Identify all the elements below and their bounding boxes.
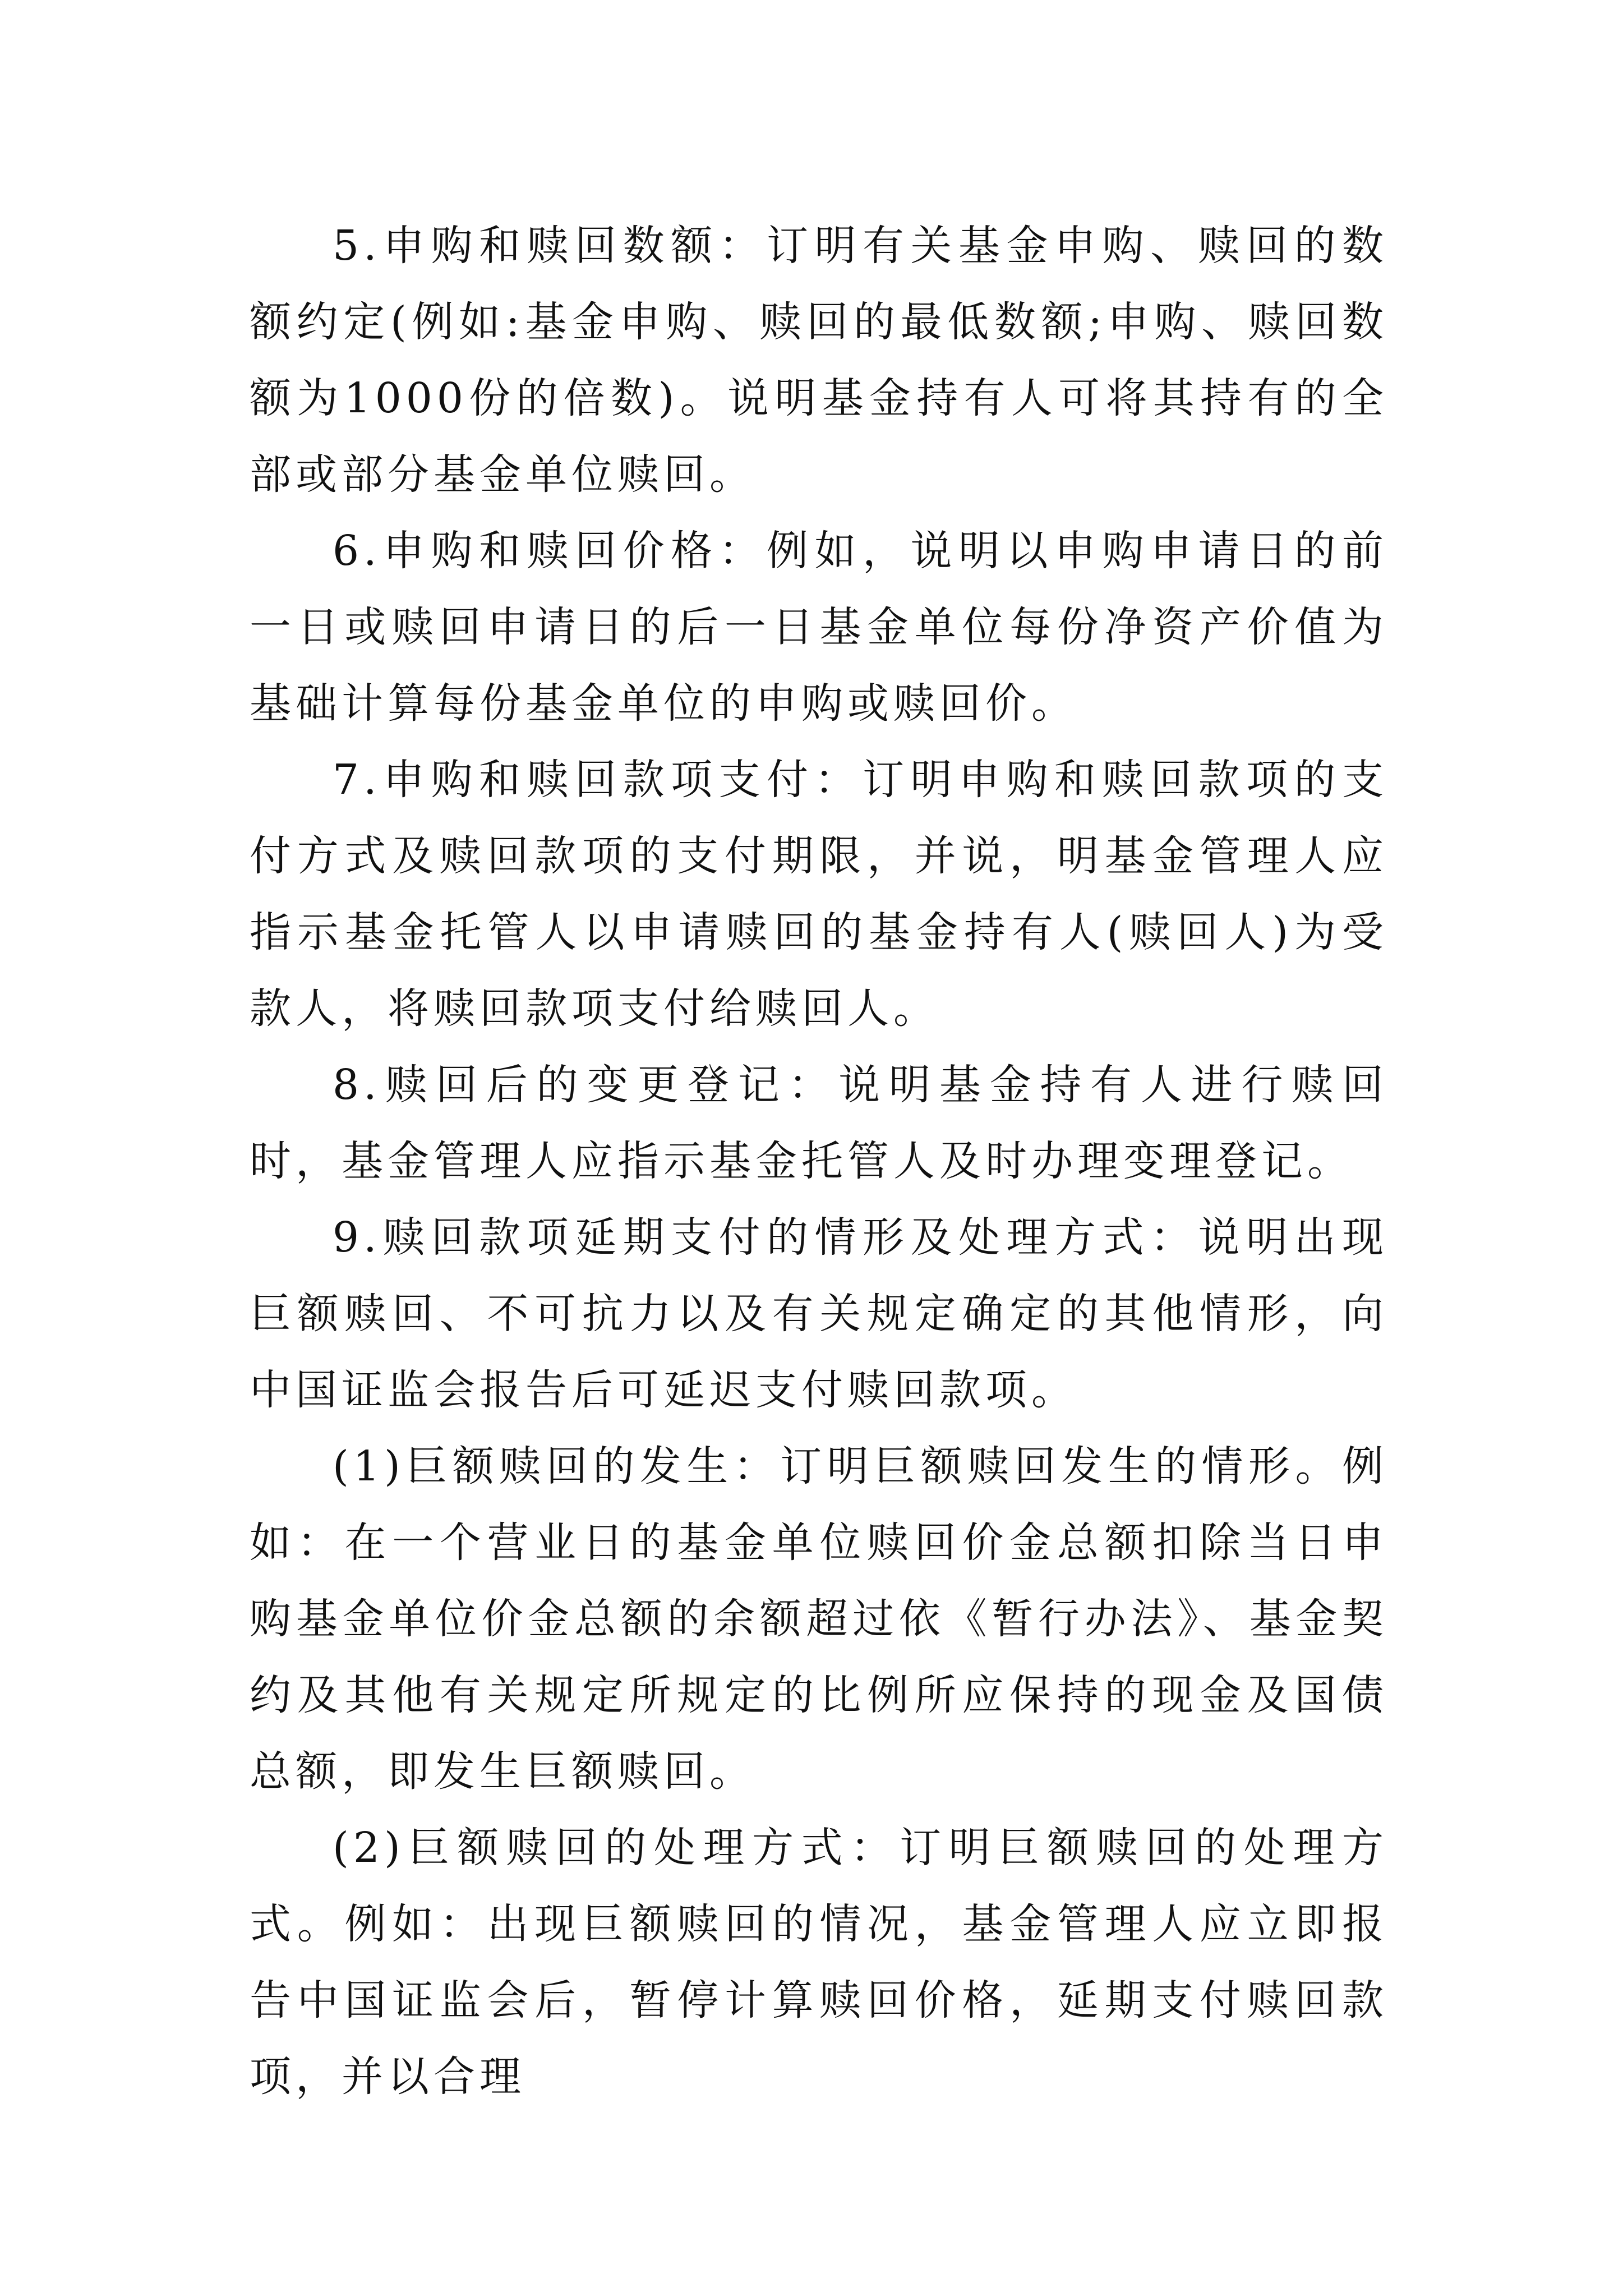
paragraph-7-payment: 7.申购和赎回款项支付：订明申购和赎回款项的支付方式及赎回款项的支付期限，并说，明基金管理人应指示基金托管人以申请赎回的基金持有人(赎回人)为受款人，将赎回款项支付给赎回人。 [250, 756, 1388, 1033]
paragraph-5-subscription-redemption-amount: 5.申购和赎回数额：订明有关基金申购、赎回的数额约定(例如:基金申购、赎回的最低数额;申购、赎回数额为1000份的倍数)。说明基金持有人可将其持有的全部或部分基金单位赎回。 [250, 222, 1388, 499]
paragraph-9-2-large-redemption-handling: (2)巨额赎回的处理方式：订明巨额赎回的处理方式。例如：出现巨额赎回的情况，基金管理人应立即报告中国证监会后，暂停计算赎回价格，延期支付赎回款项，并以合理 [250, 1824, 1388, 2101]
paragraph-9-deferred-payment: 9.赎回款项延期支付的情形及处理方式：说明出现巨额赎回、不可抗力以及有关规定确定的其他情形，向中国证监会报告后可延迟支付赎回款项。 [250, 1213, 1388, 1414]
document-body [250, 208, 1388, 2115]
paragraph-6-subscription-redemption-price: 6.申购和赎回价格：例如，说明以申购申请日的前一日或赎回申请日的后一日基金单位每份净资产价值为基础计算每份基金单位的申购或赎回价。 [250, 527, 1388, 728]
paragraph-9-1-large-redemption-occurrence: (1)巨额赎回的发生：订明巨额赎回发生的情形。例如：在一个营业日的基金单位赎回价金总额扣除当日申购基金单位价金总额的余额超过依《暂行办法》、基金契约及其他有关规定所规定的比例所应保持的现金及国债总额，即发生巨额赎回。 [250, 1442, 1388, 1796]
paragraph-8-change-registration: 8.赎回后的变更登记：说明基金持有人进行赎回时，基金管理人应指示基金托管人及时办理变理登记。 [250, 1061, 1388, 1185]
